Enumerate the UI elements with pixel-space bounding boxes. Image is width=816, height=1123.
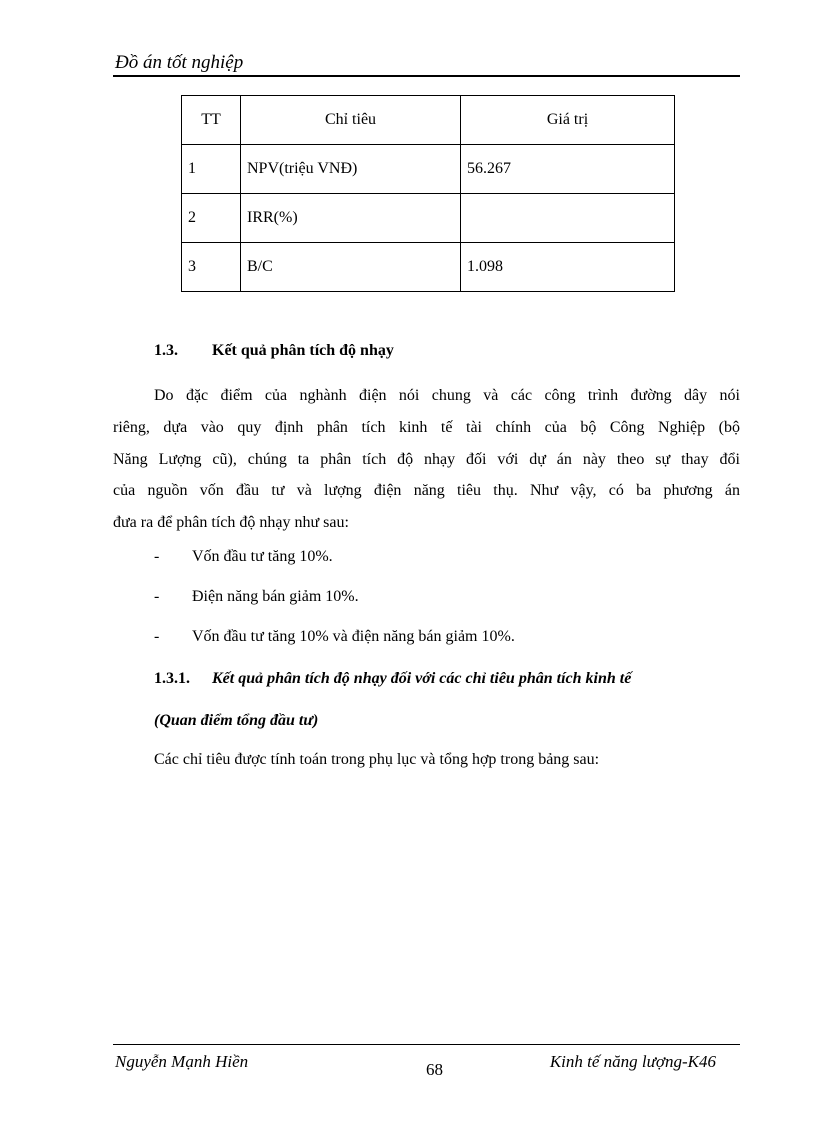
paragraph-line: Do đặc điểm của nghành điện nói chung và các công trình đường dây nói	[154, 387, 740, 404]
header-divider	[113, 75, 740, 77]
paragraph-line: của nguồn vốn đầu tư và lượng điện năng tiêu thụ. Như vậy, có ba phương án	[113, 482, 740, 500]
paragraph-line: Năng Lượng cũ), chúng ta phân tích độ nhạy đối với dự án này theo sự thay đổi	[113, 450, 740, 468]
paragraph-line: đưa ra để phân tích độ nhạy như sau:	[113, 514, 349, 532]
subsection-title-continued: (Quan điểm tổng đầu tư)	[154, 712, 319, 729]
table-header-cell: Chỉ tiêu	[241, 96, 461, 145]
list-item-text: Vốn đầu tư tăng 10% và điện năng bán giảm 10%.	[192, 628, 515, 645]
table-header-cell: Giá trị	[461, 96, 675, 145]
table-row	[182, 243, 675, 292]
subsection-number: 1.3.1.	[154, 670, 190, 687]
body-paragraph	[113, 380, 740, 539]
table-header-cell: TT	[182, 96, 241, 145]
section-title: Kết quả phân tích độ nhạy	[212, 342, 394, 359]
table-intro-text: Các chỉ tiêu được tính toán trong phụ lục và tổng hợp trong bảng sau:	[154, 751, 600, 768]
page-number: 68	[426, 1060, 443, 1079]
list-item	[154, 628, 515, 668]
table-cell: 2	[182, 194, 241, 243]
header-title: Đồ án tốt nghiệp	[115, 52, 244, 73]
results-table	[181, 95, 675, 292]
table-cell	[461, 194, 675, 243]
table-cell: 1.098	[461, 243, 675, 292]
bullet-marker: -	[154, 588, 160, 605]
table-cell: B/C	[241, 243, 461, 292]
table-cell: 1	[182, 145, 241, 194]
table-row	[182, 194, 675, 243]
list-item-text: Điện năng bán giảm 10%.	[192, 588, 359, 605]
footer-author: Nguyễn Mạnh Hiền	[115, 1052, 249, 1071]
bullet-marker: -	[154, 628, 160, 645]
table-cell: 56.267	[461, 145, 675, 194]
table-cell: IRR(%)	[241, 194, 461, 243]
list-item-text: Vốn đầu tư tăng 10%.	[192, 548, 333, 565]
list-item	[154, 548, 515, 588]
footer-department: Kinh tế năng lượng-K46	[549, 1052, 716, 1071]
scenario-list	[154, 548, 515, 668]
bullet-marker: -	[154, 548, 160, 565]
table-row	[182, 145, 675, 194]
table-header-row	[182, 96, 675, 145]
list-item	[154, 588, 515, 628]
subsection-heading	[154, 670, 631, 688]
footer-divider	[113, 1044, 740, 1045]
section-heading	[154, 342, 394, 360]
subsection-title: Kết quả phân tích độ nhạy đối với các chỉ tiêu phân tích kinh tế	[212, 670, 632, 687]
section-number: 1.3.	[154, 342, 178, 359]
table-cell: 3	[182, 243, 241, 292]
paragraph-line: riêng, dựa vào quy định phân tích kinh tế tài chính của bộ Công Nghiệp (bộ	[113, 418, 740, 436]
table-cell: NPV(triệu VNĐ)	[241, 145, 461, 194]
